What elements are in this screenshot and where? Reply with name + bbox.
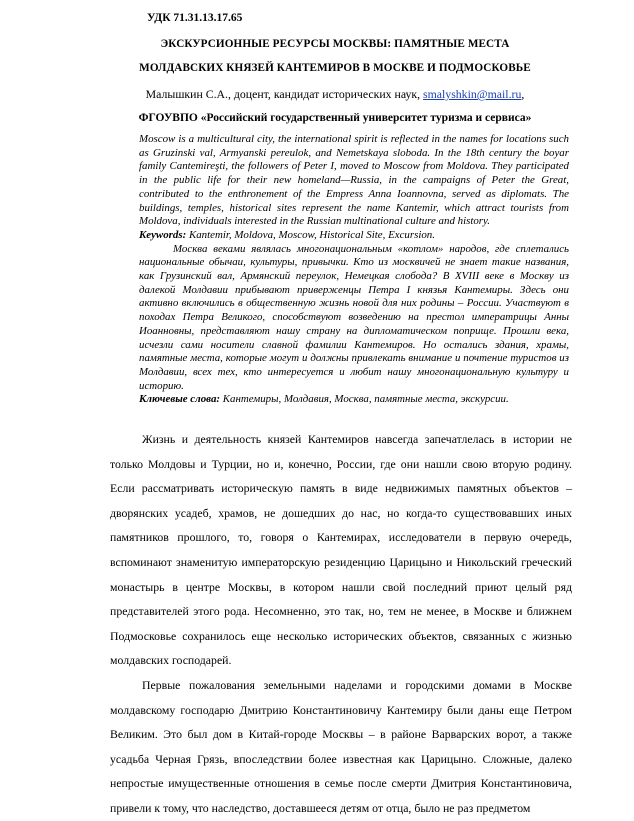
title-line-1: ЭКСКУРСИОННЫЕ РЕСУРСЫ МОСКВЫ: ПАМЯТНЫЕ МЕСТА [160, 38, 510, 50]
body-paragraph-1: Жизнь и деятельность князей Кантемиров навсегда запечатлелась в истории не только Молдовы и Турции, но и, конечно, России, где они нашли свою вторую родину. Если рассматривать историческую память в виде недвижимых памятных объектов – дворянских усадеб, храмов, не дошедших до нас, но когда-то существовавших иных памятников прошлого, то, говоря о Кантемирах, исследователи в первую очередь, вспоминают знаменитую императорскую резиденцию Царицыно и Никольский греческий монастырь в центре Москвы, в котором нашли свой последний приют целый ряд представителей этого рода. Несомненно, это так, но, тем не менее, в Москве и ближнем Подмосковье сохранилось еще несколько исторических объектов, связанных с жизнью молдавских господарей. [110, 432, 572, 668]
keywords-ru-label: Ключевые слова: [139, 393, 221, 406]
author-email-link[interactable]: smalyshkin@mail.ru [423, 87, 522, 101]
keywords-ru [139, 393, 569, 407]
keywords-en-list: Kantemir, Moldova, Moscow, Historical Site, Excursion. [188, 228, 435, 241]
abstract-ru: Москва веками являлась многонациональным «котлом» народов, где сплетались национальные обычаи, культуры, привычки. Кто из москвичей не знает такие названия, как Грузинский вал, Армянский переулок, Немецкая слобода? В XVIII веке в Москву из далекой Молдавии прибывают приверженцы Петра I князья Кантемиры. Здесь они активно включились в общественную жизнь новой для них родины – России. Участвуют в походах Петра Великого, способствуют возведению на престол императрицы Анны Иоанновны, представляют нашу страну на дипломатическом поприще. Прошли века, исчезли сами носители славной фамилии Кантемиров. Но остались здания, храмы, памятные места, которые могут и должны привлекать внимание и почтение туристов из Молдавии, всех тех, кто интересуется и любит нашу многонациональную культуру и историю. [139, 242, 569, 392]
organization: ФГОУВПО «Российский государственный университет туризма и сервиса» [138, 112, 532, 124]
abstract-en: Moscow is a multicultural city, the international spirit is reflected in the names for locations such as Gruzinski val, Armyanski pereulok, and Nemetskaya sloboda. In the 18th century the boyar family Cantemireşti, the followers of Peter I, moved to Moscow from Moldova. They participated in the public life for their new homeland—Russia, in the campaigns of Peter the Great, contributed to the enthronement of the Empress Anna Ioannovna, served as diplomats. The buildings, temples, historical sites represent the name Kantemir, which attract tourists from Moldova, individuals interested in the Russian multinational culture and history. [139, 133, 569, 228]
author-line [110, 87, 560, 102]
author-suffix: , [521, 87, 525, 101]
author-info: Малышкин С.А., доцент, кандидат исторических наук, [145, 87, 421, 101]
abstract-block [139, 133, 569, 407]
keywords-ru-list: Кантемиры, Молдавия, Москва, памятные места, экскурсии. [222, 393, 509, 406]
title-line-2: МОЛДАВСКИХ КНЯЗЕЙ КАНТЕМИРОВ В МОСКВЕ И ПОДМОСКОВЬЕ [139, 62, 531, 74]
body-paragraph-2: Первые пожалования земельными наделами и городскими домами в Москве молдавскому господарю Дмитрию Константиновичу Кантемиру были даны еще Петром Великим. Это был дом в Китай-городе Москвы – в районе Варварских ворот, а также усадьба Черная Грязь, впоследствии более известная как Царицыно. Сложные, далеко непростые имущественные отношения в семье после смерти Дмитрия Константиновича, привели к тому, что наследство, доставшееся детям от отца, было не раз предметом [110, 677, 572, 815]
udk-code: УДК 71.31.13.17.65 [147, 12, 243, 24]
keywords-en [139, 229, 569, 243]
keywords-en-label: Keywords: [139, 228, 187, 241]
body-text [110, 427, 572, 821]
